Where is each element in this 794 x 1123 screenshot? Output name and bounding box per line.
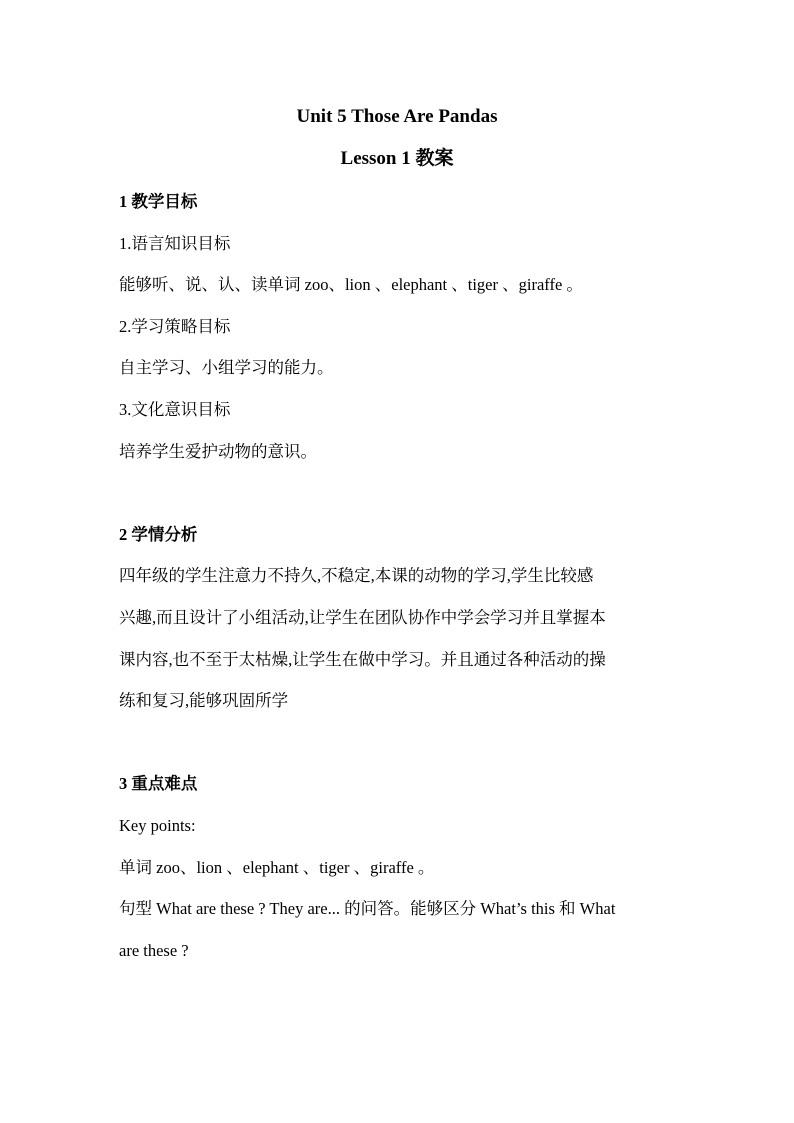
subheading-language-goal: 1.语言知识目标: [119, 233, 231, 253]
subheading-strategy-goal: 2.学习策略目标: [119, 316, 231, 336]
section-heading-keypoints: 3 重点难点: [119, 774, 198, 794]
keypoints-label: Key points:: [119, 815, 196, 835]
paragraph-language-goal: 能够听、说、认、读单词 zoo、lion 、elephant 、tiger 、giraffe 。: [119, 275, 583, 295]
analysis-line: 兴趣,而且设计了小组活动,让学生在团队协作中学会学习并且掌握本: [119, 607, 606, 627]
keypoints-words: 单词 zoo、lion 、elephant 、tiger 、giraffe 。: [119, 857, 435, 877]
keypoints-pattern-line: are these ?: [119, 940, 189, 960]
paragraph-strategy-goal: 自主学习、小组学习的能力。: [119, 358, 334, 378]
blank-line: [119, 722, 679, 764]
document-subtitle: Lesson 1 教案: [340, 148, 454, 169]
paragraph-culture-goal: 培养学生爱护动物的意识。: [119, 441, 317, 461]
document-body: [119, 181, 679, 971]
subheading-culture-goal: 3.文化意识目标: [119, 399, 231, 419]
analysis-line: 四年级的学生注意力不持久,不稳定,本课的动物的学习,学生比较感: [119, 566, 594, 586]
keypoints-pattern-line: 句型 What are these ? They are... 的问答。能够区分 What’s this 和 What: [119, 899, 616, 919]
document-title: Unit 5 Those Are Pandas: [296, 106, 498, 127]
analysis-line: 课内容,也不至于太枯燥,让学生在做中学习。并且通过各种活动的操: [119, 649, 606, 669]
blank-line: [119, 472, 679, 514]
section-heading-goals: 1 教学目标: [119, 192, 198, 211]
section-heading-analysis: 2 学情分析: [119, 524, 198, 544]
analysis-line: 练和复习,能够巩固所学: [119, 691, 289, 711]
